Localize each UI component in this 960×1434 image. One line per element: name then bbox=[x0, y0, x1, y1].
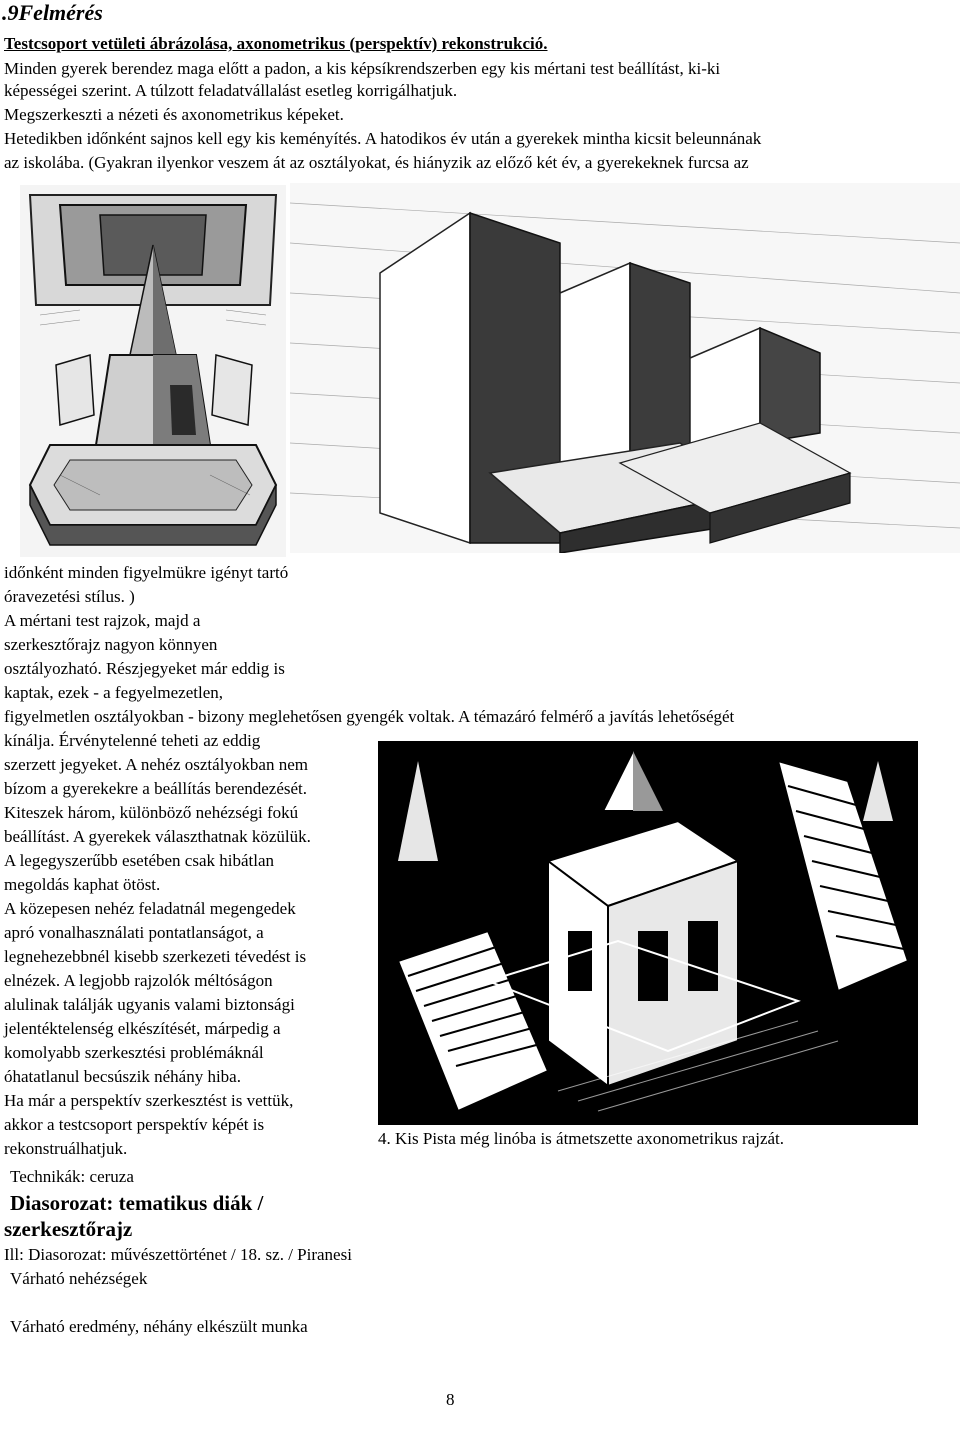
body-line: bízom a gyerekekre a beállítás berendezését. bbox=[4, 779, 308, 798]
body-line: Kiteszek három, különböző nehézségi fokú bbox=[4, 803, 299, 822]
expected-difficulties: Várható nehézségek bbox=[10, 1269, 148, 1288]
body-line: legnehezebbnél kisebb szerkezeti tévedést is bbox=[4, 947, 307, 966]
intro-line: Megszerkeszti a nézeti és axonometrikus képeket. bbox=[4, 105, 344, 124]
body-line: A mértani test rajzok, majd a bbox=[4, 611, 201, 630]
body-line: jelentéktelenség elkészítését, márpedig a bbox=[4, 1019, 281, 1038]
pencil-drawing-geometric-composition bbox=[20, 185, 286, 557]
body-line: A legegyszerűbb esetében csak hibátlan bbox=[4, 851, 275, 870]
techniques-label: Technikák: ceruza bbox=[10, 1167, 134, 1186]
body-line: szerkesztőrajz nagyon könnyen bbox=[4, 635, 218, 654]
expected-result: Várható eredmény, néhány elkészült munka bbox=[10, 1317, 308, 1336]
section-heading bbox=[2, 0, 103, 26]
body-line: osztályozható. Részjegyeket már eddig is bbox=[4, 659, 285, 678]
section-title: Felmérés bbox=[18, 0, 103, 25]
body-line: alulinak találják ugyanis valami biztonsági bbox=[4, 995, 295, 1014]
slides-heading: Diasorozat: tematikus diák / bbox=[10, 1191, 264, 1215]
body-line: komolyabb szerkesztési problémáknál bbox=[4, 1043, 264, 1062]
body-line: A közepesen nehéz feladatnál megengedek bbox=[4, 899, 296, 918]
linocut-axonometric-drawing bbox=[378, 741, 918, 1125]
body-line: rekonstruálhatjuk. bbox=[4, 1139, 128, 1158]
body-line: kaptak, ezek - a fegyelmezetlen, bbox=[4, 683, 223, 702]
intro-line: az iskolába. (Gyakran ilyenkor veszem át az osztályokat, és hiányzik az előző két év, a gyerekeknek furcsa az bbox=[4, 153, 749, 172]
body-line: időnként minden figyelmükre igényt tartó bbox=[4, 563, 289, 582]
intro-line: Minden gyerek berendez maga előtt a padon, a kis képsíkrendszerben egy kis mértani test beállítást, ki-ki bbox=[4, 59, 721, 78]
body-line: apró vonalhasználati pontatlanságot, a bbox=[4, 923, 264, 942]
figure-caption: 4. Kis Pista még linóba is átmetszette axonometrikus rajzát. bbox=[378, 1129, 785, 1148]
body-line: óhatatlanul becsúszik néhány hiba. bbox=[4, 1067, 241, 1086]
body-line: Ha már a perspektív szerkesztést is vettük, bbox=[4, 1091, 294, 1110]
section-number: .9 bbox=[2, 0, 19, 25]
body-line: szerzett jegyeket. A nehéz osztályokban nem bbox=[4, 755, 308, 774]
body-line: kínálja. Érvénytelenné teheti az eddig bbox=[4, 731, 261, 750]
body-line: beállítást. A gyerekek választhatnak közülük. bbox=[4, 827, 311, 846]
intro-line: képességei szerint. A túlzott feladatvállalást esetleg korrigálhatjuk. bbox=[4, 81, 458, 100]
page-number: 8 bbox=[446, 1390, 455, 1409]
subtitle: Testcsoport vetületi ábrázolása, axonometrikus (perspektív) rekonstrukció. bbox=[4, 34, 548, 53]
body-line: óravezetési stílus. ) bbox=[4, 587, 135, 606]
pencil-drawing-rectangular-blocks bbox=[290, 183, 960, 553]
illustration-line: Ill: Diasorozat: művészettörténet / 18. sz. / Piranesi bbox=[4, 1245, 352, 1264]
body-line: figyelmetlen osztályokban - bizony meglehetősen gyengék voltak. A témazáró felmérő a javítás lehetőségét bbox=[4, 707, 735, 726]
body-line: akkor a testcsoport perspektív képét is bbox=[4, 1115, 265, 1134]
body-line: megoldás kaphat ötöst. bbox=[4, 875, 161, 894]
intro-line: Hetedikben időnként sajnos kell egy kis keményítés. A hatodikos év után a gyerekek mintha kicsit beleunnának bbox=[4, 129, 762, 148]
slides-heading-cont: szerkesztőrajz bbox=[4, 1217, 133, 1241]
body-line: elnézek. A legjobb rajzolók méltóságon bbox=[4, 971, 273, 990]
